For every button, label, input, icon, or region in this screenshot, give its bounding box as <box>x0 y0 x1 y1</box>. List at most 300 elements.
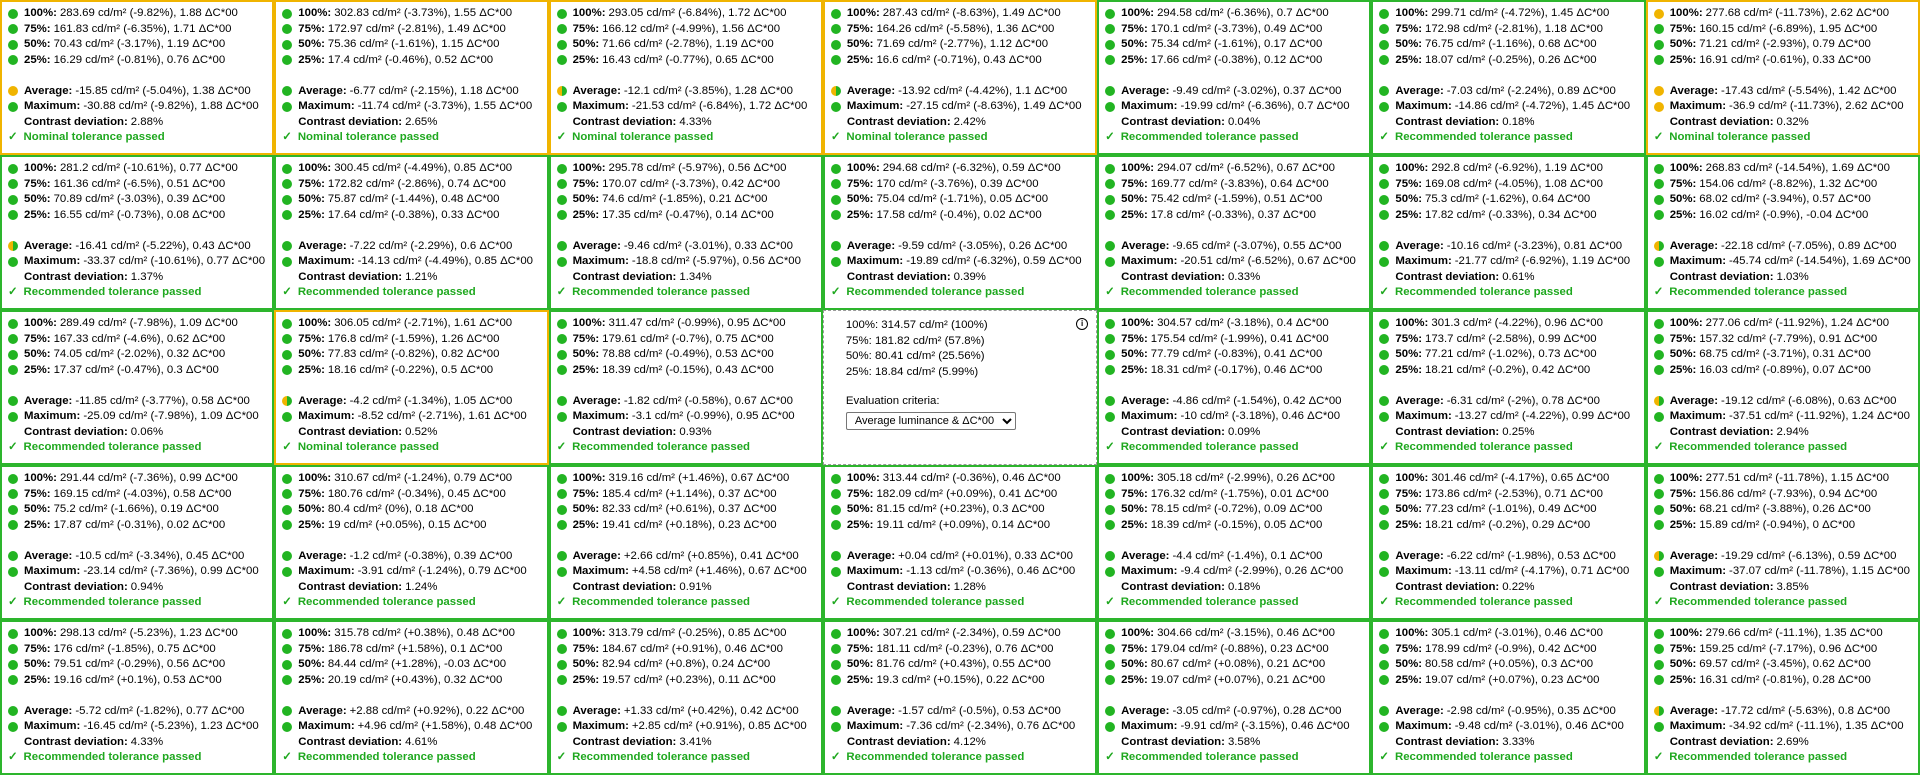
check-icon: ✓ <box>1653 131 1664 144</box>
row-50: 50%: 75.3 cd/m² (-1.62%), 0.64 ΔC*00 <box>1379 192 1637 208</box>
check-icon: ✓ <box>1105 596 1115 609</box>
status-dot-icon <box>8 396 18 406</box>
contrast-row: Contrast deviation: 2.94% <box>1669 425 1809 438</box>
measurement-cell <box>1646 465 1920 620</box>
info-icon[interactable]: i <box>1076 318 1088 330</box>
row-75: 75%: 156.86 cd/m² (-7.93%), 0.94 ΔC*00 <box>1654 487 1912 503</box>
status-dot-icon <box>557 567 567 577</box>
status-dot-icon <box>8 551 18 561</box>
status-dot-icon <box>1105 210 1115 220</box>
row-75: 75%: 176.32 cd/m² (-1.75%), 0.01 ΔC*00 <box>1105 487 1363 503</box>
check-icon: ✓ <box>830 131 841 144</box>
contrast-row: Contrast deviation: 4.61% <box>298 735 438 748</box>
status-dot-icon <box>557 195 567 205</box>
row-25: 25%: 18.39 cd/m² (-0.15%), 0.43 ΔC*00 <box>557 363 815 379</box>
row-25: 25%: 19.16 cd/m² (+0.1%), 0.53 ΔC*00 <box>8 673 266 689</box>
row-75: 75%: 186.78 cd/m² (+1.58%), 0.1 ΔC*00 <box>282 642 540 658</box>
status-dot-icon <box>1105 722 1115 732</box>
row-75: 75%: 176 cd/m² (-1.85%), 0.75 ΔC*00 <box>8 642 266 658</box>
row-50: 50%: 69.57 cd/m² (-3.45%), 0.62 ΔC*00 <box>1654 657 1912 673</box>
maximum-row: Maximum: -14.86 cd/m² (-4.72%), 1.45 ΔC*00 <box>1379 99 1637 115</box>
status-dot-icon <box>1379 102 1389 112</box>
status-dot-icon <box>1379 195 1389 205</box>
check-icon: ✓ <box>1379 596 1389 609</box>
row-25: 25%: 19.41 cd/m² (+0.18%), 0.23 ΔC*00 <box>557 518 815 534</box>
status-dot-icon <box>831 505 841 515</box>
row-25: 25%: 18.21 cd/m² (-0.2%), 0.42 ΔC*00 <box>1379 363 1637 379</box>
check-icon: ✓ <box>1379 286 1389 299</box>
status-dot-icon <box>282 489 292 499</box>
status-dot-icon <box>1379 551 1389 561</box>
maximum-row: Maximum: -34.92 cd/m² (-11.1%), 1.35 ΔC*00 <box>1654 719 1912 735</box>
maximum-row: Maximum: -20.51 cd/m² (-6.52%), 0.67 ΔC*00 <box>1105 254 1363 270</box>
row-50: 50%: 78.15 cd/m² (-0.72%), 0.09 ΔC*00 <box>1105 502 1363 518</box>
status-dot-icon <box>557 179 567 189</box>
row-25: 25%: 16.02 cd/m² (-0.9%), -0.04 ΔC*00 <box>1654 208 1912 224</box>
average-row: Average: -9.46 cd/m² (-3.01%), 0.33 ΔC*00 <box>557 239 815 255</box>
status-dot-icon <box>557 24 567 34</box>
row-100: 100%: 298.13 cd/m² (-5.23%), 1.23 ΔC*00 <box>8 626 266 642</box>
contrast-row: Contrast deviation: 0.52% <box>298 425 438 438</box>
maximum-row: Maximum: -13.27 cd/m² (-4.22%), 0.99 ΔC*00 <box>1379 409 1637 425</box>
row-50: 50%: 68.21 cd/m² (-3.88%), 0.26 ΔC*00 <box>1654 502 1912 518</box>
status-dot-icon <box>1654 9 1664 19</box>
row-100: 100%: 300.45 cd/m² (-4.49%), 0.85 ΔC*00 <box>282 161 540 177</box>
status-dot-icon <box>557 722 567 732</box>
tolerance-status: ✓ Recommended tolerance passed <box>1379 441 1573 454</box>
row-50: 50%: 78.88 cd/m² (-0.49%), 0.53 ΔC*00 <box>557 347 815 363</box>
status-dot-icon <box>1379 210 1389 220</box>
contrast-row: Contrast deviation: 2.65% <box>298 115 438 128</box>
average-row: Average: -5.72 cd/m² (-1.82%), 0.77 ΔC*00 <box>8 704 266 720</box>
row-75: 75%: 170 cd/m² (-3.76%), 0.39 ΔC*00 <box>831 177 1089 193</box>
status-dot-icon <box>1105 55 1115 65</box>
row-75: 75%: 166.12 cd/m² (-4.99%), 1.56 ΔC*00 <box>557 22 815 38</box>
measurement-cell <box>549 620 823 775</box>
row-75: 75%: 160.15 cd/m² (-6.89%), 1.95 ΔC*00 <box>1654 22 1912 38</box>
maximum-row: Maximum: +4.58 cd/m² (+1.46%), 0.67 ΔC*00 <box>557 564 815 580</box>
status-dot-icon <box>557 675 567 685</box>
status-dot-icon <box>8 257 18 267</box>
row-75: 75%: 182.09 cd/m² (+0.09%), 0.41 ΔC*00 <box>831 487 1089 503</box>
row-25: 25%: 18.16 cd/m² (-0.22%), 0.5 ΔC*00 <box>282 363 540 379</box>
status-dot-icon <box>831 55 841 65</box>
tolerance-status: ✓ Recommended tolerance passed <box>1105 286 1299 299</box>
status-dot-icon <box>831 567 841 577</box>
status-dot-icon <box>1379 179 1389 189</box>
tolerance-status: ✓ Recommended tolerance passed <box>1105 441 1299 454</box>
status-dot-icon <box>557 551 567 561</box>
row-25: 25%: 16.29 cd/m² (-0.81%), 0.76 ΔC*00 <box>8 53 266 69</box>
contrast-row: Contrast deviation: 4.33% <box>572 115 712 128</box>
row-25: 25%: 17.58 cd/m² (-0.4%), 0.02 ΔC*00 <box>831 208 1089 224</box>
measurement-cell <box>823 155 1097 310</box>
status-dot-icon <box>557 660 567 670</box>
status-dot-icon <box>1105 412 1115 422</box>
status-dot-icon <box>282 241 292 251</box>
row-100: 100%: 295.78 cd/m² (-5.97%), 0.56 ΔC*00 <box>557 161 815 177</box>
status-dot-icon <box>282 660 292 670</box>
status-dot-icon <box>831 24 841 34</box>
status-dot-icon <box>557 9 567 19</box>
check-icon: ✓ <box>1105 286 1115 299</box>
average-row: Average: -17.72 cd/m² (-5.63%), 0.8 ΔC*00 <box>1654 704 1912 720</box>
measurement-cell <box>0 155 274 310</box>
maximum-row: Maximum: -21.53 cd/m² (-6.84%), 1.72 ΔC*00 <box>557 99 815 115</box>
row-75: 75%: 161.83 cd/m² (-6.35%), 1.71 ΔC*00 <box>8 22 266 38</box>
tolerance-status: ✓ Recommended tolerance passed <box>1379 131 1573 144</box>
status-dot-icon <box>557 365 567 375</box>
status-dot-icon <box>1379 40 1389 50</box>
average-row: Average: -10.5 cd/m² (-3.34%), 0.45 ΔC*00 <box>8 549 266 565</box>
status-dot-icon <box>1654 505 1664 515</box>
average-row: Average: -13.92 cd/m² (-4.42%), 1.1 ΔC*00 <box>831 84 1089 100</box>
status-dot-icon <box>1379 9 1389 19</box>
tolerance-status: ✓ Recommended tolerance passed <box>556 441 750 454</box>
measurement-cell <box>1097 155 1371 310</box>
row-75: 75%: 161.36 cd/m² (-6.5%), 0.51 ΔC*00 <box>8 177 266 193</box>
status-dot-icon <box>8 489 18 499</box>
status-dot-icon <box>282 412 292 422</box>
row-100: 100%: 299.71 cd/m² (-4.72%), 1.45 ΔC*00 <box>1379 6 1637 22</box>
status-dot-icon <box>831 489 841 499</box>
row-75: 75%: 176.8 cd/m² (-1.59%), 1.26 ΔC*00 <box>282 332 540 348</box>
row-100: 100%: 315.78 cd/m² (+0.38%), 0.48 ΔC*00 <box>282 626 540 642</box>
tolerance-status: ✓ Recommended tolerance passed <box>1653 286 1848 299</box>
row-100: 100%: 305.1 cd/m² (-3.01%), 0.46 ΔC*00 <box>1379 626 1637 642</box>
status-dot-icon <box>282 334 292 344</box>
status-dot-icon <box>1654 660 1664 670</box>
average-row: Average: -4.2 cd/m² (-1.34%), 1.05 ΔC*00 <box>282 394 540 410</box>
contrast-row: Contrast deviation: 0.18% <box>1121 580 1261 593</box>
check-icon: ✓ <box>1653 286 1664 299</box>
row-25: 25%: 20.19 cd/m² (+0.43%), 0.32 ΔC*00 <box>282 673 540 689</box>
row-25: 25%: 17.82 cd/m² (-0.33%), 0.34 ΔC*00 <box>1379 208 1637 224</box>
maximum-row: Maximum: -18.8 cd/m² (-5.97%), 0.56 ΔC*00 <box>557 254 815 270</box>
status-dot-icon <box>557 396 567 406</box>
status-dot-icon <box>557 102 567 112</box>
row-50: 50%: 75.87 cd/m² (-1.44%), 0.48 ΔC*00 <box>282 192 540 208</box>
tolerance-status: ✓ Nominal tolerance passed <box>282 131 439 144</box>
row-50: 50%: 75.42 cd/m² (-1.59%), 0.51 ΔC*00 <box>1105 192 1363 208</box>
contrast-row: Contrast deviation: 0.61% <box>1395 270 1535 283</box>
status-dot-icon <box>557 474 567 484</box>
status-dot-icon <box>557 350 567 360</box>
status-dot-icon <box>1654 675 1664 685</box>
status-dot-icon <box>1105 474 1115 484</box>
row-75: 75%: 169.08 cd/m² (-4.05%), 1.08 ΔC*00 <box>1379 177 1637 193</box>
status-dot-icon <box>1105 706 1115 716</box>
check-icon: ✓ <box>1653 596 1664 609</box>
row-50: 50%: 80.58 cd/m² (+0.05%), 0.3 ΔC*00 <box>1379 657 1637 673</box>
status-dot-icon <box>8 505 18 515</box>
row-50: 50%: 80.67 cd/m² (+0.08%), 0.21 ΔC*00 <box>1105 657 1363 673</box>
row-50: 50%: 76.75 cd/m² (-1.16%), 0.68 ΔC*00 <box>1379 37 1637 53</box>
average-row: Average: -15.85 cd/m² (-5.04%), 1.38 ΔC*00 <box>8 84 266 100</box>
average-row: Average: -1.57 cd/m² (-0.5%), 0.53 ΔC*00 <box>831 704 1089 720</box>
status-dot-icon <box>1105 505 1115 515</box>
status-dot-icon <box>1379 334 1389 344</box>
contrast-row: Contrast deviation: 0.04% <box>1121 115 1261 128</box>
status-dot-icon <box>557 257 567 267</box>
row-50: 50%: 81.15 cd/m² (+0.23%), 0.3 ΔC*00 <box>831 502 1089 518</box>
row-25: 25%: 19.07 cd/m² (+0.07%), 0.21 ΔC*00 <box>1105 673 1363 689</box>
status-dot-icon <box>557 55 567 65</box>
status-dot-icon <box>282 164 292 174</box>
status-dot-icon <box>1105 9 1115 19</box>
status-dot-icon <box>1654 319 1664 329</box>
contrast-row: Contrast deviation: 1.37% <box>24 270 164 283</box>
row-25: 25%: 16.43 cd/m² (-0.77%), 0.65 ΔC*00 <box>557 53 815 69</box>
average-row: Average: -4.4 cd/m² (-1.4%), 0.1 ΔC*00 <box>1105 549 1363 565</box>
status-dot-icon <box>1379 489 1389 499</box>
measurement-cell <box>0 310 274 465</box>
tolerance-status: ✓ Recommended tolerance passed <box>1379 596 1573 609</box>
row-75: 75%: 164.26 cd/m² (-5.58%), 1.36 ΔC*00 <box>831 22 1089 38</box>
row-75: 75%: 167.33 cd/m² (-4.6%), 0.62 ΔC*00 <box>8 332 266 348</box>
status-dot-icon <box>1379 567 1389 577</box>
status-dot-icon <box>557 412 567 422</box>
status-dot-icon <box>282 102 292 112</box>
maximum-row: Maximum: -19.89 cd/m² (-6.32%), 0.59 ΔC*00 <box>831 254 1089 270</box>
status-dot-icon <box>1654 629 1664 639</box>
row-25: 25%: 18.07 cd/m² (-0.25%), 0.26 ΔC*00 <box>1379 53 1637 69</box>
row-25: 25%: 19.3 cd/m² (+0.15%), 0.22 ΔC*00 <box>831 673 1089 689</box>
status-dot-icon <box>1105 675 1115 685</box>
status-dot-icon <box>8 675 18 685</box>
average-row: Average: -3.05 cd/m² (-0.97%), 0.28 ΔC*00 <box>1105 704 1363 720</box>
status-dot-icon <box>1105 489 1115 499</box>
maximum-row: Maximum: -11.74 cd/m² (-3.73%), 1.55 ΔC*00 <box>282 99 540 115</box>
measurement-cell <box>1646 155 1920 310</box>
row-75: 75%: 172.82 cd/m² (-2.86%), 0.74 ΔC*00 <box>282 177 540 193</box>
row-100: 100%: 302.83 cd/m² (-3.73%), 1.55 ΔC*00 <box>282 6 540 22</box>
contrast-row: Contrast deviation: 3.33% <box>1395 735 1535 748</box>
status-dot-icon <box>1379 24 1389 34</box>
status-dot-icon <box>1654 102 1664 112</box>
row-75: 75%: 157.32 cd/m² (-7.79%), 0.91 ΔC*00 <box>1654 332 1912 348</box>
row-75: 75%: 175.54 cd/m² (-1.99%), 0.41 ΔC*00 <box>1105 332 1363 348</box>
average-row: Average: -7.03 cd/m² (-2.24%), 0.89 ΔC*00 <box>1379 84 1637 100</box>
status-dot-icon <box>831 195 841 205</box>
row-75: 75%: 154.06 cd/m² (-8.82%), 1.32 ΔC*00 <box>1654 177 1912 193</box>
measurement-cell <box>0 620 274 775</box>
status-dot-icon <box>282 396 292 406</box>
maximum-row: Maximum: -19.99 cd/m² (-6.36%), 0.7 ΔC*00 <box>1105 99 1363 115</box>
tolerance-status: ✓ Recommended tolerance passed <box>8 596 202 609</box>
measurement-cell <box>1646 310 1920 465</box>
ref-75: 75%: 181.82 cd/m² (57.8%) <box>845 334 985 347</box>
contrast-row: Contrast deviation: 3.85% <box>1669 580 1809 593</box>
row-75: 75%: 159.25 cd/m² (-7.17%), 0.96 ΔC*00 <box>1654 642 1912 658</box>
measurement-cell <box>549 310 823 465</box>
tolerance-status: ✓ Recommended tolerance passed <box>1379 751 1573 764</box>
status-dot-icon <box>831 629 841 639</box>
tolerance-status: ✓ Recommended tolerance passed <box>830 751 1025 764</box>
average-row: Average: -7.22 cd/m² (-2.29%), 0.6 ΔC*00 <box>282 239 540 255</box>
row-25: 25%: 16.31 cd/m² (-0.81%), 0.28 ΔC*00 <box>1654 673 1912 689</box>
contrast-row: Contrast deviation: 0.39% <box>846 270 986 283</box>
check-icon: ✓ <box>282 441 292 454</box>
tolerance-status: ✓ Recommended tolerance passed <box>830 286 1025 299</box>
tolerance-status: ✓ Recommended tolerance passed <box>1379 286 1573 299</box>
status-dot-icon <box>8 350 18 360</box>
status-dot-icon <box>8 55 18 65</box>
maximum-row: Maximum: -3.91 cd/m² (-1.24%), 0.79 ΔC*00 <box>282 564 540 580</box>
contrast-row: Contrast deviation: 1.21% <box>298 270 438 283</box>
row-50: 50%: 70.89 cd/m² (-3.03%), 0.39 ΔC*00 <box>8 192 266 208</box>
row-75: 75%: 173.7 cd/m² (-2.58%), 0.99 ΔC*00 <box>1379 332 1637 348</box>
tolerance-status: ✓ Nominal tolerance passed <box>8 131 165 144</box>
status-dot-icon <box>1379 474 1389 484</box>
average-row: Average: -9.49 cd/m² (-3.02%), 0.37 ΔC*00 <box>1105 84 1363 100</box>
check-icon: ✓ <box>1379 751 1389 764</box>
status-dot-icon <box>557 334 567 344</box>
check-icon: ✓ <box>556 286 567 299</box>
row-100: 100%: 277.68 cd/m² (-11.73%), 2.62 ΔC*00 <box>1654 6 1912 22</box>
status-dot-icon <box>1654 520 1664 530</box>
ref-100: 100%: 314.57 cd/m² (100%) <box>845 319 988 332</box>
average-row: Average: +2.88 cd/m² (+0.92%), 0.22 ΔC*00 <box>282 704 540 720</box>
maximum-row: Maximum: -16.45 cd/m² (-5.23%), 1.23 ΔC*00 <box>8 719 266 735</box>
status-dot-icon <box>282 505 292 515</box>
check-icon: ✓ <box>556 751 567 764</box>
status-dot-icon <box>8 706 18 716</box>
status-dot-icon <box>282 474 292 484</box>
row-50: 50%: 81.76 cd/m² (+0.43%), 0.55 ΔC*00 <box>831 657 1089 673</box>
average-row: Average: -6.31 cd/m² (-2%), 0.78 ΔC*00 <box>1379 394 1637 410</box>
average-row: Average: -2.98 cd/m² (-0.95%), 0.35 ΔC*00 <box>1379 704 1637 720</box>
status-dot-icon <box>1379 412 1389 422</box>
measurement-cell <box>549 465 823 620</box>
status-dot-icon <box>1654 644 1664 654</box>
row-50: 50%: 71.69 cd/m² (-2.77%), 1.12 ΔC*00 <box>831 37 1089 53</box>
contrast-row: Contrast deviation: 3.58% <box>1121 735 1261 748</box>
row-100: 100%: 305.18 cd/m² (-2.99%), 0.26 ΔC*00 <box>1105 471 1363 487</box>
tolerance-status: ✓ Recommended tolerance passed <box>556 596 750 609</box>
status-dot-icon <box>1379 644 1389 654</box>
measurement-cell <box>1371 620 1645 775</box>
criteria-select[interactable] <box>846 412 1016 430</box>
row-25: 25%: 17.4 cd/m² (-0.46%), 0.52 ΔC*00 <box>282 53 540 69</box>
average-row: Average: -19.12 cd/m² (-6.08%), 0.63 ΔC*00 <box>1654 394 1912 410</box>
average-row: Average: -4.86 cd/m² (-1.54%), 0.42 ΔC*00 <box>1105 394 1363 410</box>
row-50: 50%: 75.2 cd/m² (-1.66%), 0.19 ΔC*00 <box>8 502 266 518</box>
status-dot-icon <box>1105 24 1115 34</box>
tolerance-status: ✓ Recommended tolerance passed <box>830 596 1025 609</box>
check-icon: ✓ <box>556 441 567 454</box>
row-50: 50%: 82.94 cd/m² (+0.8%), 0.24 ΔC*00 <box>557 657 815 673</box>
status-dot-icon <box>8 24 18 34</box>
average-row: Average: -9.65 cd/m² (-3.07%), 0.55 ΔC*00 <box>1105 239 1363 255</box>
status-dot-icon <box>831 164 841 174</box>
measurement-cell <box>274 310 548 465</box>
status-dot-icon <box>282 520 292 530</box>
status-dot-icon <box>1379 257 1389 267</box>
status-dot-icon <box>8 412 18 422</box>
status-dot-icon <box>282 86 292 96</box>
status-dot-icon <box>8 210 18 220</box>
status-dot-icon <box>8 567 18 577</box>
measurement-cell <box>823 620 1097 775</box>
status-dot-icon <box>831 675 841 685</box>
measurement-cell <box>823 0 1097 155</box>
measurement-cell <box>1097 0 1371 155</box>
status-dot-icon <box>831 520 841 530</box>
measurement-cell <box>1371 0 1645 155</box>
status-dot-icon <box>1654 396 1664 406</box>
status-dot-icon <box>1379 660 1389 670</box>
measurement-cell <box>0 0 274 155</box>
status-dot-icon <box>282 706 292 716</box>
maximum-row: Maximum: -33.37 cd/m² (-10.61%), 0.77 ΔC*00 <box>8 254 266 270</box>
row-100: 100%: 277.51 cd/m² (-11.78%), 1.15 ΔC*00 <box>1654 471 1912 487</box>
status-dot-icon <box>831 179 841 189</box>
row-100: 100%: 319.16 cd/m² (+1.46%), 0.67 ΔC*00 <box>557 471 815 487</box>
status-dot-icon <box>831 241 841 251</box>
measurement-cell <box>274 465 548 620</box>
check-icon: ✓ <box>830 286 841 299</box>
contrast-row: Contrast deviation: 0.25% <box>1395 425 1535 438</box>
average-row: Average: -1.82 cd/m² (-0.58%), 0.67 ΔC*00 <box>557 394 815 410</box>
status-dot-icon <box>8 102 18 112</box>
maximum-row: Maximum: -10 cd/m² (-3.18%), 0.46 ΔC*00 <box>1105 409 1363 425</box>
contrast-row: Contrast deviation: 0.06% <box>24 425 164 438</box>
status-dot-icon <box>282 24 292 34</box>
contrast-row: Contrast deviation: 0.18% <box>1395 115 1535 128</box>
check-icon: ✓ <box>1105 131 1115 144</box>
status-dot-icon <box>282 365 292 375</box>
status-dot-icon <box>1379 722 1389 732</box>
status-dot-icon <box>8 644 18 654</box>
tolerance-status: ✓ Recommended tolerance passed <box>8 751 202 764</box>
status-dot-icon <box>831 86 841 96</box>
maximum-row: Maximum: -13.11 cd/m² (-4.17%), 0.71 ΔC*00 <box>1379 564 1637 580</box>
status-dot-icon <box>282 179 292 189</box>
row-50: 50%: 71.21 cd/m² (-2.93%), 0.79 ΔC*00 <box>1654 37 1912 53</box>
status-dot-icon <box>1379 241 1389 251</box>
row-50: 50%: 75.34 cd/m² (-1.61%), 0.17 ΔC*00 <box>1105 37 1363 53</box>
status-dot-icon <box>831 9 841 19</box>
status-dot-icon <box>8 86 18 96</box>
status-dot-icon <box>8 195 18 205</box>
check-icon: ✓ <box>830 596 841 609</box>
status-dot-icon <box>1379 164 1389 174</box>
status-dot-icon <box>831 40 841 50</box>
status-dot-icon <box>1379 55 1389 65</box>
status-dot-icon <box>282 675 292 685</box>
row-100: 100%: 287.43 cd/m² (-8.63%), 1.49 ΔC*00 <box>831 6 1089 22</box>
status-dot-icon <box>1379 86 1389 96</box>
tolerance-status: ✓ Recommended tolerance passed <box>282 286 476 299</box>
check-icon: ✓ <box>8 131 18 144</box>
status-dot-icon <box>282 195 292 205</box>
measurement-cell <box>1646 0 1920 155</box>
row-25: 25%: 16.91 cd/m² (-0.61%), 0.33 ΔC*00 <box>1654 53 1912 69</box>
row-100: 100%: 294.68 cd/m² (-6.32%), 0.59 ΔC*00 <box>831 161 1089 177</box>
status-dot-icon <box>1379 319 1389 329</box>
row-75: 75%: 181.11 cd/m² (-0.23%), 0.76 ΔC*00 <box>831 642 1089 658</box>
measurement-cell <box>274 0 548 155</box>
status-dot-icon <box>1105 520 1115 530</box>
row-75: 75%: 185.4 cd/m² (+1.14%), 0.37 ΔC*00 <box>557 487 815 503</box>
maximum-row: Maximum: -23.14 cd/m² (-7.36%), 0.99 ΔC*00 <box>8 564 266 580</box>
contrast-row: Contrast deviation: 0.09% <box>1121 425 1261 438</box>
maximum-row: Maximum: -14.13 cd/m² (-4.49%), 0.85 ΔC*00 <box>282 254 540 270</box>
maximum-row: Maximum: -37.07 cd/m² (-11.78%), 1.15 ΔC*00 <box>1654 564 1912 580</box>
row-50: 50%: 71.66 cd/m² (-2.78%), 1.19 ΔC*00 <box>557 37 815 53</box>
contrast-row: Contrast deviation: 4.12% <box>846 735 986 748</box>
